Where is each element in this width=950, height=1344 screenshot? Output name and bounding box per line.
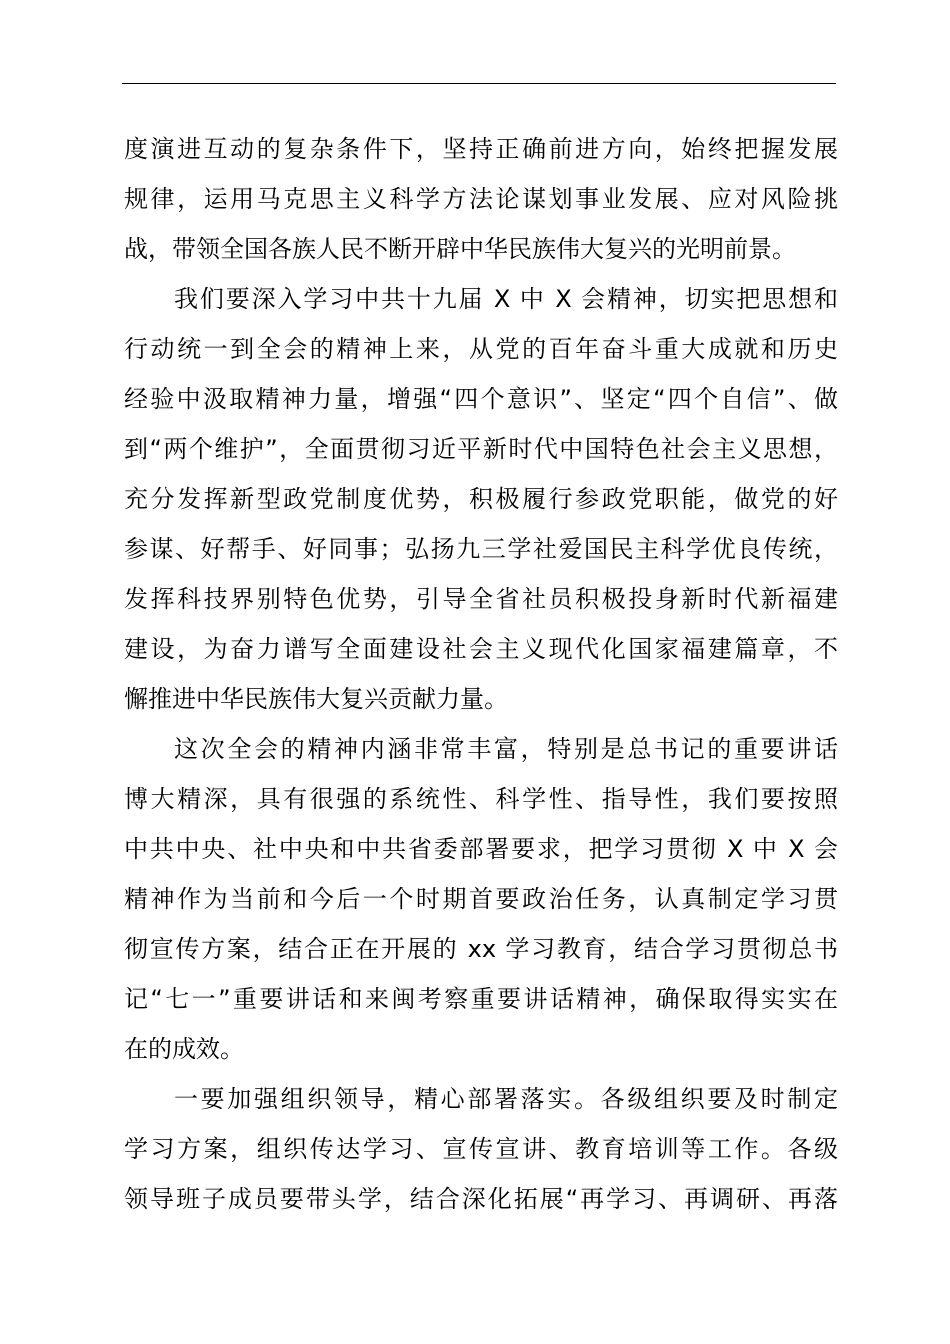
text-line: 到“两个维护”，全面贯彻习近平新时代中国特色社会主义思想，: [124, 435, 838, 463]
text-line: 规律，运用马克思主义科学方法论谋划事业发展、应对风险挑: [124, 185, 838, 213]
text-line: 这次全会的精神内涵非常丰富，特别是总书记的重要讲话: [174, 735, 838, 763]
text-line: 一要加强组织领导，精心部署落实。各级组织要及时制定: [174, 1085, 838, 1113]
text-line: 学习方案，组织传达学习、宣传宣讲、教育培训等工作。各级: [124, 1135, 838, 1163]
text-line: 领导班子成员要带头学，结合深化拓展“再学习、再调研、再落: [124, 1185, 838, 1213]
text-line: 在的成效。: [124, 1035, 244, 1063]
text-line: 参谋、好帮手、好同事；弘扬九三学社爱国民主科学优良传统，: [124, 535, 838, 563]
text-line: 中共中央、社中央和中共省委部署要求，把学习贯彻 X 中 X 会: [124, 835, 838, 863]
text-line: 懈推进中华民族伟大复兴贡献力量。: [124, 685, 508, 713]
text-line: 建设，为奋力谱写全面建设社会主义现代化国家福建篇章，不: [124, 635, 838, 663]
text-line: 经验中汲取精神力量，增强“四个意识”、坚定“四个自信”、做: [124, 385, 838, 413]
text-line: 我们要深入学习中共十九届 X 中 X 会精神，切实把思想和: [174, 285, 838, 313]
text-line: 发挥科技界别特色优势，引导全省社员积极投身新时代新福建: [124, 585, 838, 613]
header-rule: [122, 83, 836, 84]
text-line: 度演进互动的复杂条件下，坚持正确前进方向，始终把握发展: [124, 135, 838, 163]
text-line: 战，带领全国各族人民不断开辟中华民族伟大复兴的光明前景。: [124, 235, 796, 263]
text-line: 精神作为当前和今后一个时期首要政治任务，认真制定学习贯: [124, 885, 838, 913]
text-line: 记“七一”重要讲话和来闽考察重要讲话精神，确保取得实实在: [124, 985, 838, 1013]
text-line: 博大精深，具有很强的系统性、科学性、指导性，我们要按照: [124, 785, 838, 813]
text-line: 充分发挥新型政党制度优势，积极履行参政党职能，做党的好: [124, 485, 838, 513]
text-line: 彻宣传方案，结合正在开展的 xx 学习教育，结合学习贯彻总书: [124, 935, 838, 963]
document-body: [124, 124, 838, 1224]
text-line: 行动统一到全会的精神上来，从党的百年奋斗重大成就和历史: [124, 335, 838, 363]
